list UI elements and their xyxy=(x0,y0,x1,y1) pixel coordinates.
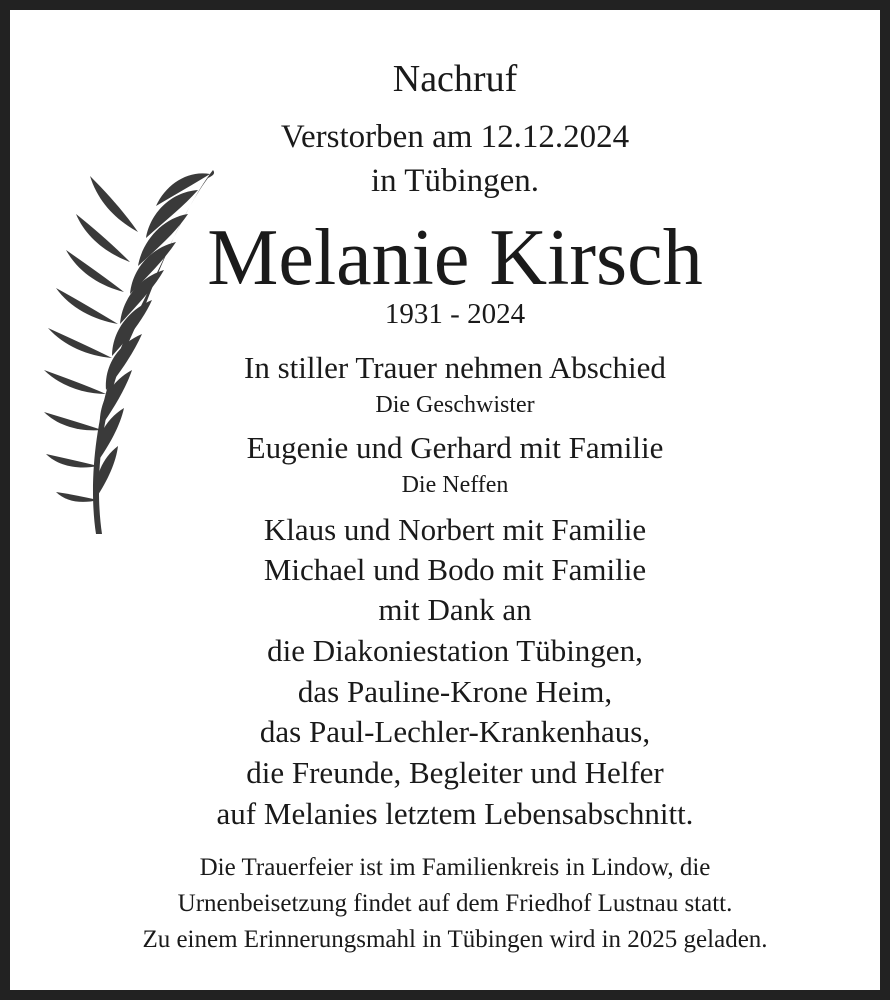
mourner-line: Klaus und Norbert mit Familie xyxy=(263,512,647,547)
died-line: Verstorben am 12.12.2024 xyxy=(280,119,630,155)
place-line: in Tübingen. xyxy=(370,163,540,199)
life-years: 1931 - 2024 xyxy=(384,298,526,330)
deceased-name: Melanie Kirsch xyxy=(207,214,703,302)
footer-line: Urnenbeisetzung findet auf dem Friedhof Lustnau statt. xyxy=(177,890,733,917)
thanks-line: das Paul-Lechler-Krankenhaus, xyxy=(259,714,651,749)
group-title-nephews: Die Neffen xyxy=(401,472,509,498)
mourning-intro: In stiller Trauer nehmen Abschied xyxy=(244,350,666,385)
thanks-line: auf Melanies letztem Lebensabschnitt. xyxy=(216,796,694,831)
thanks-line: die Diakoniestation Tübingen, xyxy=(267,633,643,668)
heading: Nachruf xyxy=(392,58,518,100)
thanks-line: die Freunde, Begleiter und Helfer xyxy=(246,755,664,790)
mourner-line: Michael und Bodo mit Familie xyxy=(263,552,647,587)
group-title-siblings: Die Geschwister xyxy=(375,392,535,418)
mourner-line: Eugenie und Gerhard mit Familie xyxy=(246,430,664,465)
thanks-line: das Pauline-Krone Heim, xyxy=(297,674,613,709)
footer-line: Zu einem Erinnerungsmahl in Tübingen wird in 2025 geladen. xyxy=(142,926,768,953)
footer-line: Die Trauerfeier ist im Familienkreis in Lindow, die xyxy=(199,854,711,881)
thanks-intro: mit Dank an xyxy=(378,592,532,627)
